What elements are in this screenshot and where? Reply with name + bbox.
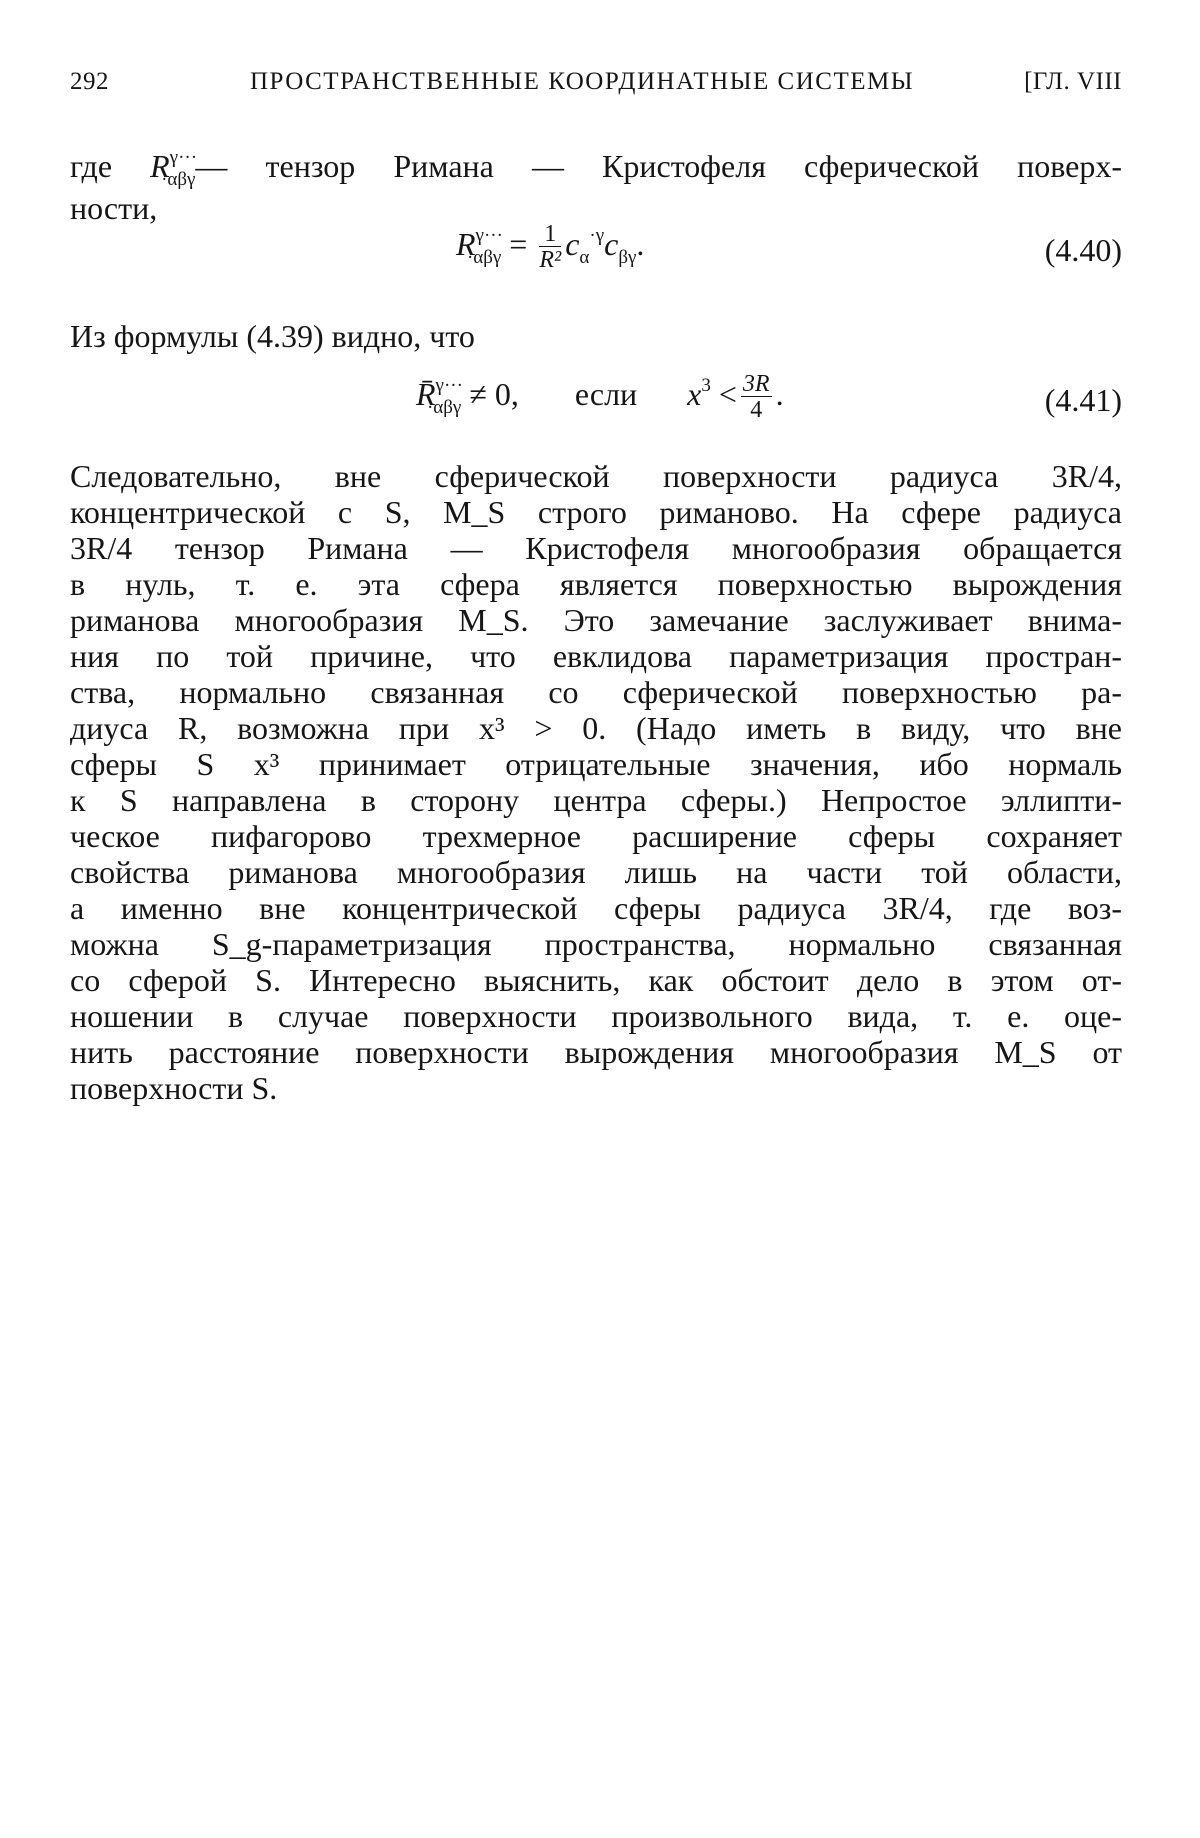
paragraph-line: диуса R, возможна при x³ > 0. (Надо иметь в виду, что вне [70, 710, 1122, 746]
equation-4-40-number: (4.40) [1044, 232, 1122, 268]
from-formula-line: Из формулы (4.39) видно, что [70, 318, 475, 354]
page-number: 292 [70, 68, 109, 95]
paragraph-line: со сферой S. Интересно выяснить, как обстоит дело в этом от- [70, 962, 1122, 998]
main-paragraph [70, 458, 1122, 1106]
paragraph-line: ства, нормально связанная со сферической поверхностью ра- [70, 674, 1122, 710]
paragraph-line: а именно вне концентрической сферы радиуса 3R/4, где воз- [70, 890, 1122, 926]
equation-4-40-formula: $R^{\gamma\cdot\cdot\cdot}_{\cdot\alpha\beta\gamma}$ = $\frac{1}{\text{R²}}$ $c_\alpha^{\cdot\gamma}c_{\beta\gamma}$. [456, 221, 645, 273]
paragraph-line: сферы S x³ принимает отрицательные значения, ибо нормаль [70, 746, 1122, 782]
paragraph-line: в нуль, т. е. эта сфера является поверхностью вырождения [70, 566, 1122, 602]
paragraph-line: ношении в случае поверхности произвольного вида, т. е. оце- [70, 998, 1122, 1034]
running-head [70, 64, 1122, 104]
paragraph-line: риманова многообразия M_S. Это замечание заслуживает внима- [70, 602, 1122, 638]
paragraph-line: поверхности S. [70, 1070, 278, 1106]
equation-4-41 [70, 372, 1122, 442]
paragraph-line: можна S_g-параметризация пространства, нормально связанная [70, 926, 1122, 962]
paragraph-line: нить расстояние поверхности вырождения многообразия M_S от [70, 1034, 1122, 1070]
paragraph-line: 3R/4 тензор Римана — Кристофеля многообразия обращается [70, 530, 1122, 566]
equation-4-40 [70, 222, 1122, 292]
equation-4-41-formula: R̄$^{\gamma\cdot\cdot\cdot}_{\cdot\alpha\beta\gamma}$ ≠ 0, если $x^3$ < $\frac{3R}{4}$ . [416, 371, 784, 423]
paragraph-line: свойства риманова многообразия лишь на части той области, [70, 854, 1122, 890]
paragraph-line: концентрической с S, M_S строго риманово. На сфере радиуса [70, 494, 1122, 530]
intro-line-1: где $R^{\gamma\cdot\cdot\cdot}_{\cdot\alpha\beta\gamma}—$ тензор Римана — Кристофеля сферической поверх- [70, 147, 1123, 190]
intro-text [70, 148, 1122, 226]
running-title: ПРОСТРАНСТВЕННЫЕ КООРДИНАТНЫЕ СИСТЕМЫ [250, 68, 915, 95]
paragraph-line: ния по той причине, что евклидова параметризация простран- [70, 638, 1122, 674]
paragraph-line: ческое пифагорово трехмерное расширение сферы сохраняет [70, 818, 1122, 854]
equation-4-41-number: (4.41) [1044, 382, 1122, 418]
intro-line-2: ности, [70, 190, 158, 226]
paragraph-line: Следовательно, вне сферической поверхности радиуса 3R/4, [70, 458, 1122, 494]
chapter-label: [ГЛ. VIII [1024, 68, 1122, 95]
paragraph-line: к S направлена в сторону центра сферы.) Непростое эллипти- [70, 782, 1122, 818]
